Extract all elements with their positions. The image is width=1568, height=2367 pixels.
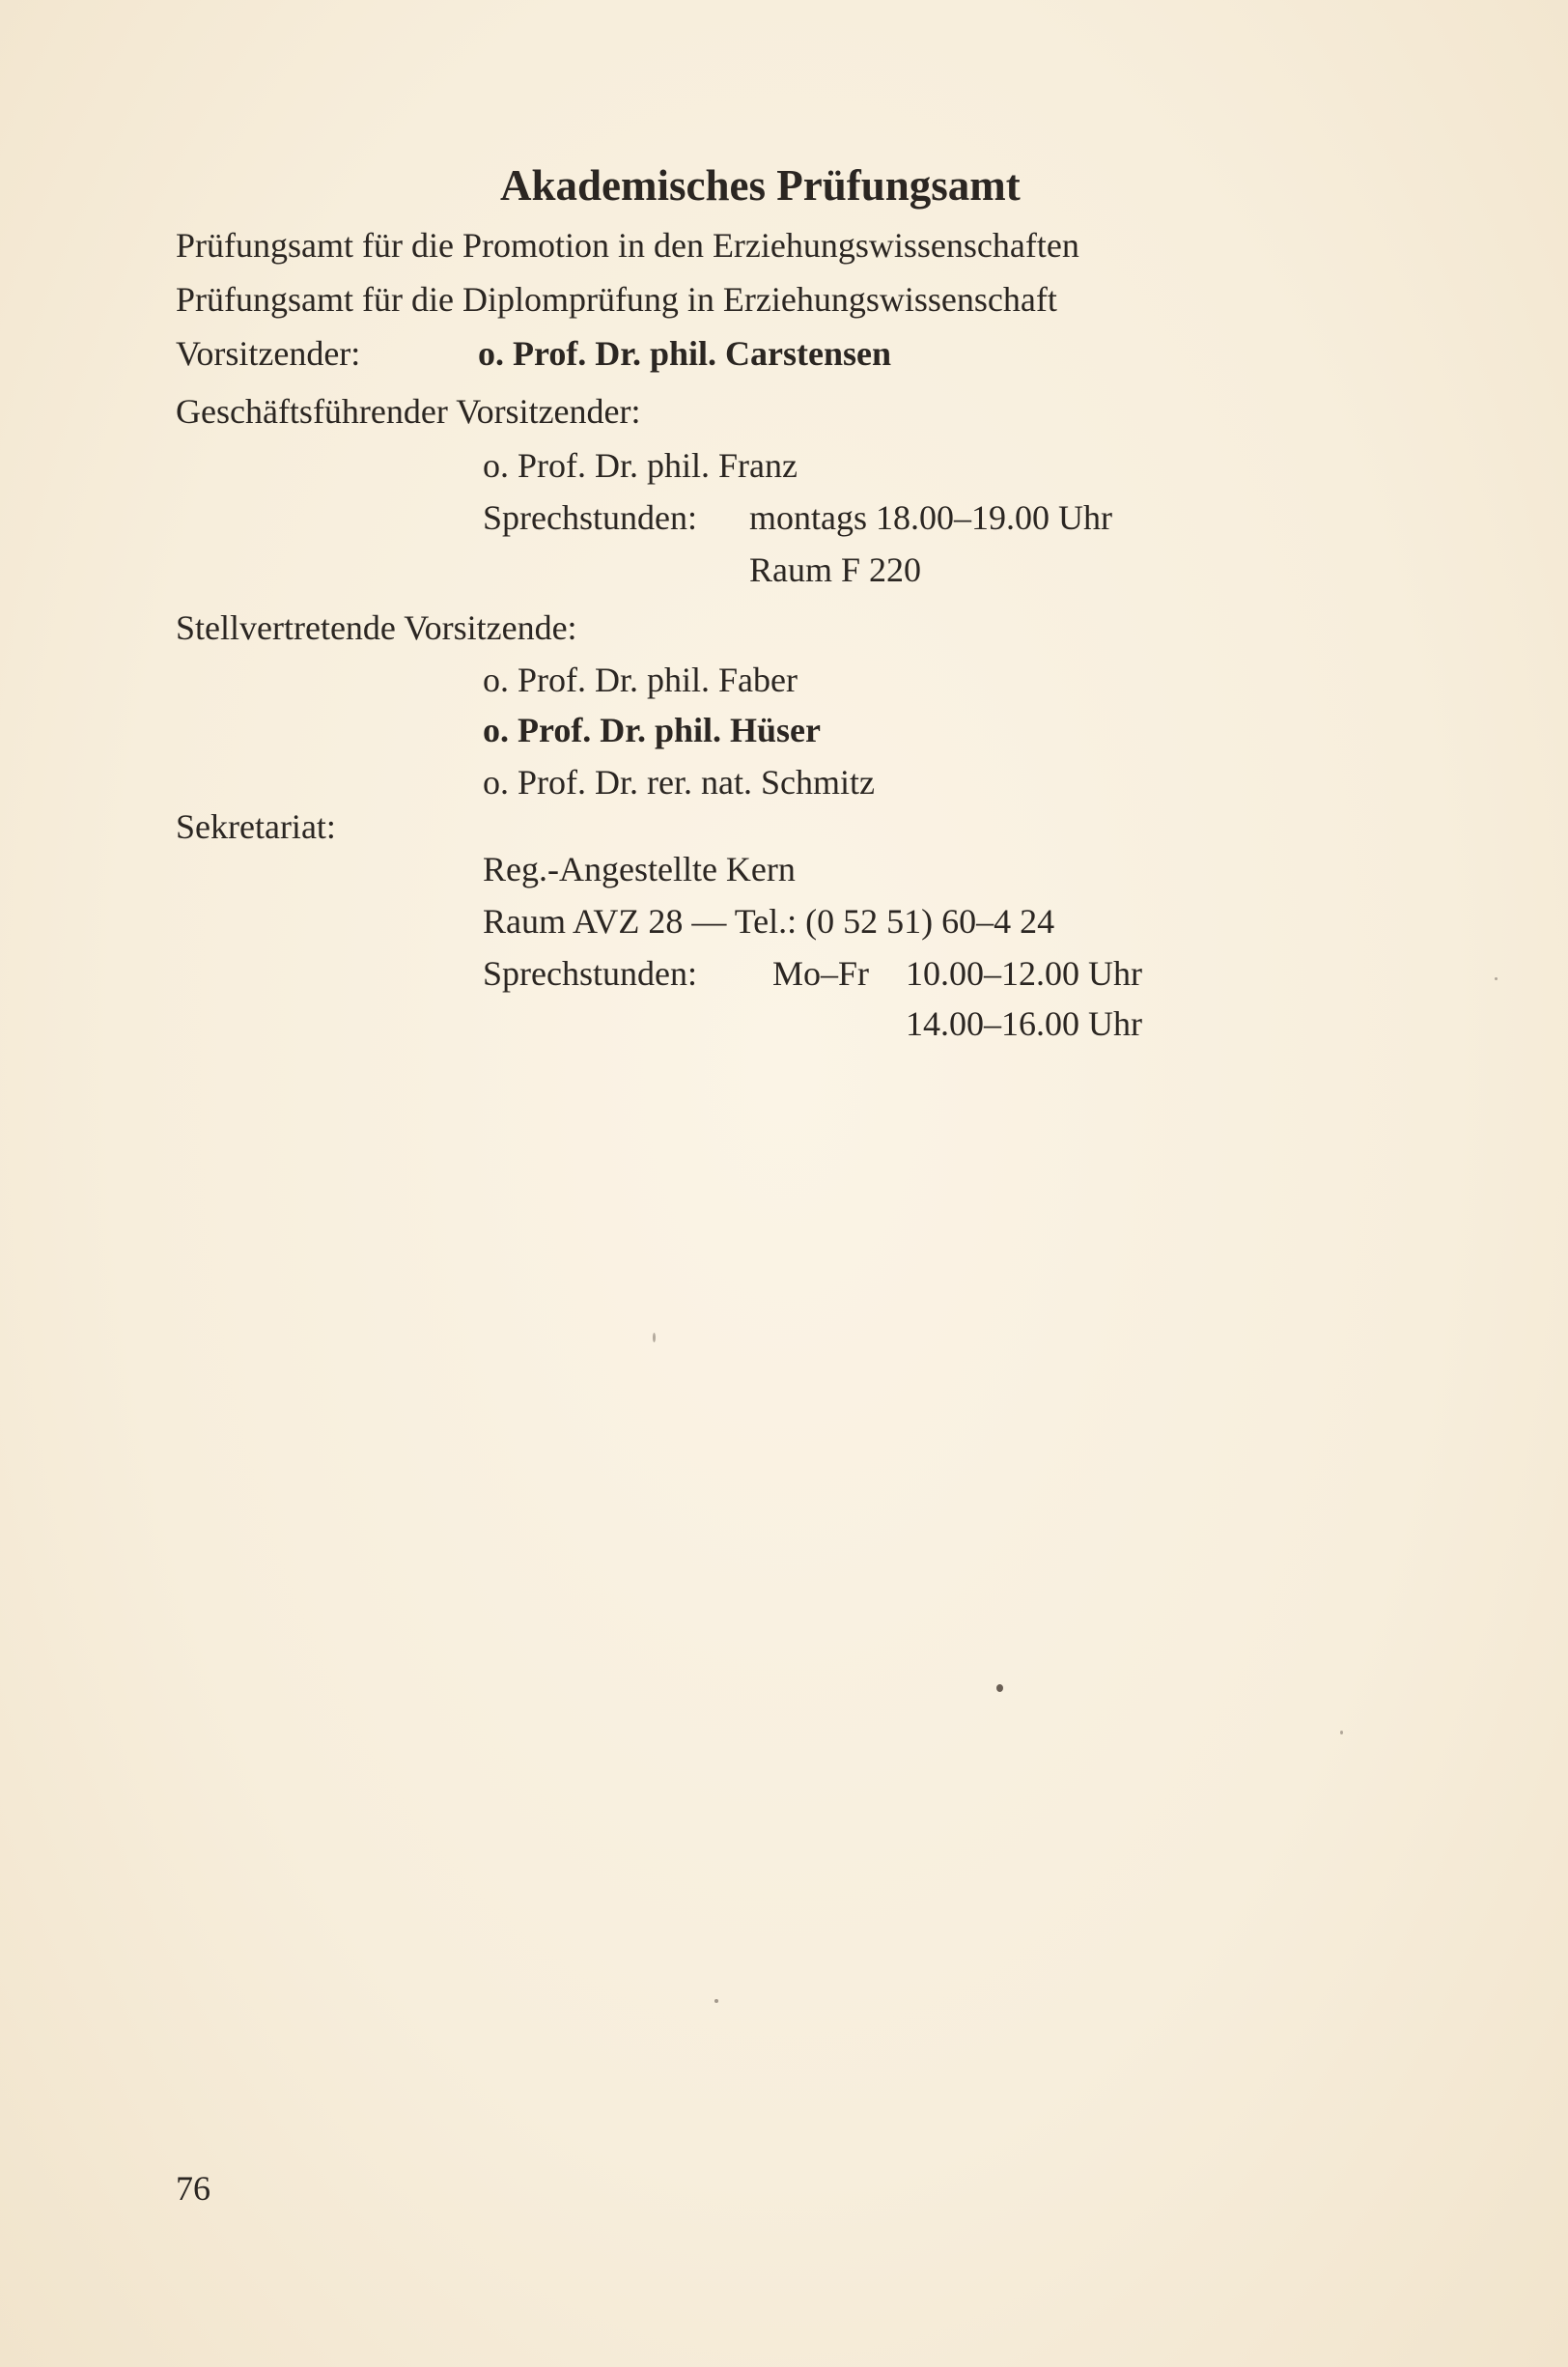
secretariat-label: Sekretariat: [176, 807, 336, 846]
paper-speck [714, 1999, 718, 2003]
paper-speck [1340, 1731, 1343, 1734]
deputy-name: o. Prof. Dr. phil. Hüser [483, 711, 822, 749]
secretariat-name: Reg.-Angestellte Kern [483, 850, 796, 888]
deputies-label: Stellvertretende Vorsitzende: [176, 608, 577, 647]
managing-chair-label: Geschäftsführender Vorsitzender: [176, 392, 641, 431]
secretariat-hours-morning: 10.00–12.00 Uhr [906, 954, 1142, 993]
chair-name: o. Prof. Dr. phil. Carstensen [478, 334, 892, 373]
secretariat-hours-days: Mo–Fr [772, 954, 870, 993]
secretariat-contact: Raum AVZ 28 — Tel.: (0 52 51) 60–4 24 [483, 902, 1055, 941]
deputy-name: o. Prof. Dr. phil. Faber [483, 661, 798, 699]
page-title: Akademisches Prüfungsamt [500, 161, 1021, 210]
managing-chair-name: o. Prof. Dr. phil. Franz [483, 446, 798, 485]
subtitle-diplom: Prüfungsamt für die Diplomprüfung in Erziehungswissenschaft [176, 280, 1057, 319]
deputy-name: o. Prof. Dr. rer. nat. Schmitz [483, 763, 875, 802]
managing-chair-hours-label: Sprechstunden: [483, 498, 697, 537]
secretariat-hours-label: Sprechstunden: [483, 954, 697, 993]
paper-speck [653, 1333, 656, 1342]
managing-chair-room: Raum F 220 [749, 550, 922, 589]
managing-chair-hours: montags 18.00–19.00 Uhr [749, 498, 1112, 537]
paper-speck [1495, 977, 1498, 980]
page-number: 76 [176, 2169, 210, 2208]
secretariat-hours-afternoon: 14.00–16.00 Uhr [906, 1004, 1142, 1043]
paper-speck [996, 1684, 1003, 1692]
subtitle-promotion: Prüfungsamt für die Promotion in den Erziehungswissenschaften [176, 226, 1079, 265]
chair-label: Vorsitzender: [176, 334, 361, 373]
